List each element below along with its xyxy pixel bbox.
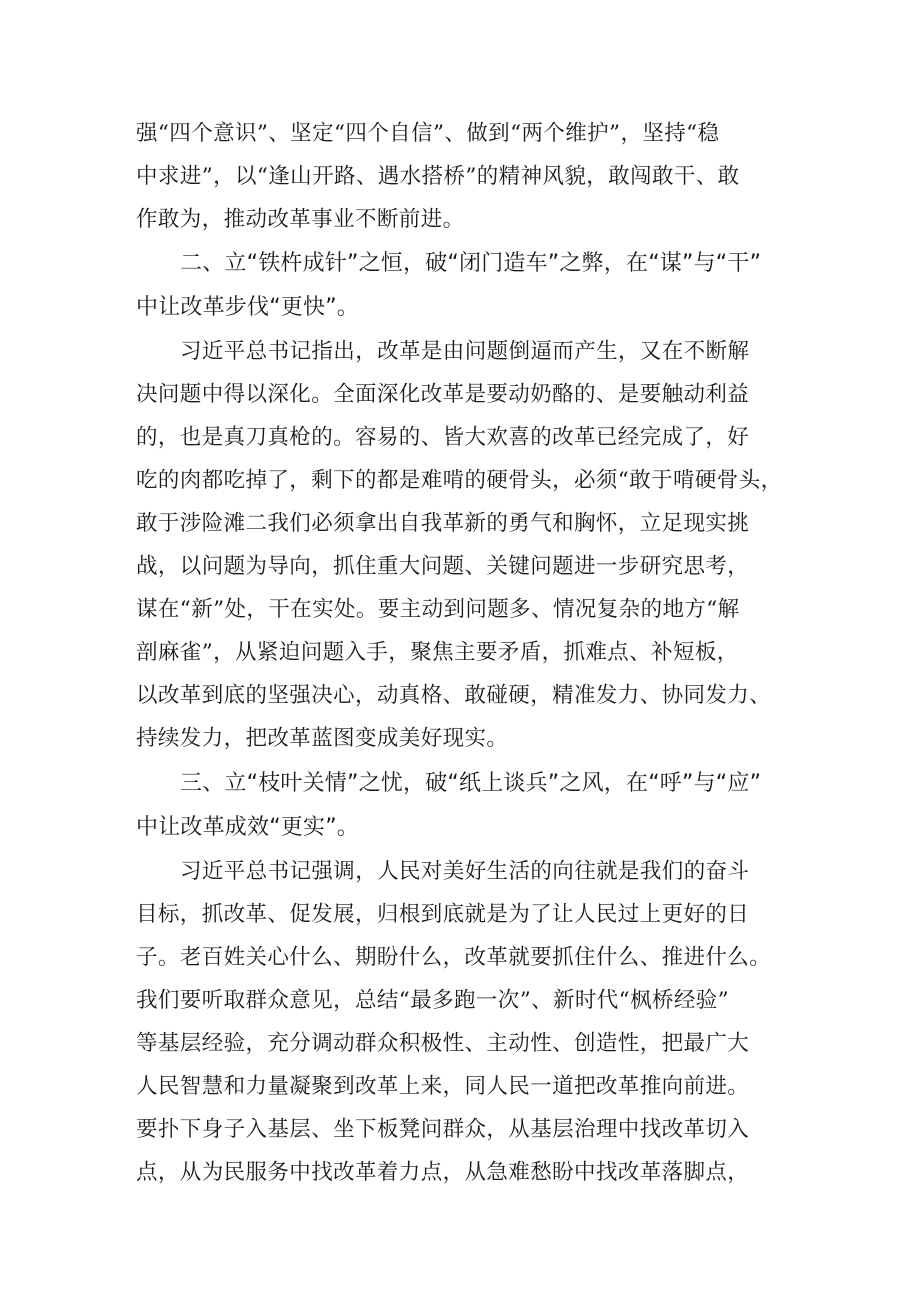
- section-heading-3: [136, 766, 796, 852]
- heading-line: 中让改革步伐“更快”。: [136, 295, 359, 320]
- text-line: 以改革到底的坚强决心，动真格、敢碰硬，精准发力、协同发力、: [136, 683, 772, 708]
- text-line: 敢于涉险滩二我们必须拿出自我革新的勇气和胸怀，立足现实挑: [136, 511, 750, 536]
- text-line: 习近平总书记强调，人民对美好生活的向往就是我们的奋斗: [180, 859, 750, 884]
- text-line: 我们要听取群众意见，总结“最多跑一次”、新时代“枫桥经验”: [136, 988, 730, 1013]
- text-line: 目标，抓改革、促发展，归根到底就是为了让人民过上更好的日: [136, 902, 750, 927]
- text-line: 人民智慧和力量凝聚到改革上来，同人民一道把改革推向前进。: [136, 1074, 750, 1099]
- text-line: 作敢为，推动改革事业不断前进。: [136, 207, 465, 232]
- paragraph-3: [136, 854, 796, 1214]
- text-line: 谋在“新”处，干在实处。要主动到问题多、情况复杂的地方“解: [136, 597, 740, 622]
- text-line: 的，也是真刀真枪的。容易的、皆大欢喜的改革已经完成了，好: [136, 425, 750, 450]
- text-line: 持续发力，把改革蓝图变成美好现实。: [136, 726, 509, 751]
- text-line: 中求进”，以“逢山开路、遇水搭桥”的精神风貌，敢闯敢干、敢: [136, 164, 740, 189]
- text-line: 习近平总书记指出，改革是由问题倒逼而产生，又在不断解: [180, 339, 750, 364]
- text-line: 强“四个意识”、坚定“四个自信”、做到“两个维护”，坚持“稳: [136, 121, 720, 146]
- text-line: 吃的肉都吃掉了，剩下的都是难啃的硬骨头，必须“敢于啃硬骨头，: [136, 468, 783, 493]
- text-line: 要扑下身子入基层、坐下板凳问群众，从基层治理中找改革切入: [136, 1117, 750, 1142]
- text-line: 战，以问题为导向，抓住重大问题、关键问题进一步研究思考，: [136, 554, 750, 579]
- section-heading-2: [136, 246, 796, 332]
- text-line: 子。老百姓关心什么、期盼什么，改革就要抓住什么、推进什么。: [136, 945, 772, 970]
- paragraph-continued: [136, 116, 796, 246]
- text-line: 决问题中得以深化。全面深化改革是要动奶酪的、是要触动利益: [136, 382, 750, 407]
- heading-line: 中让改革成效“更实”。: [136, 815, 359, 840]
- heading-line: 三、立“枝叶关情”之忧，破“纸上谈兵”之风，在“呼”与“应”: [180, 771, 762, 796]
- heading-line: 二、立“铁杵成针”之恒，破“闭门造车”之弊，在“谋”与“干”: [180, 251, 762, 276]
- text-line: 剖麻雀”，从紧迫问题入手，聚焦主要矛盾，抓难点、补短板，: [136, 640, 739, 665]
- text-line: 等基层经验，充分调动群众积极性、主动性、创造性，把最广大: [136, 1031, 750, 1056]
- paragraph-2: [136, 334, 796, 764]
- text-line: 点，从为民服务中找改革着力点，从急难愁盼中找改革落脚点，: [136, 1160, 750, 1185]
